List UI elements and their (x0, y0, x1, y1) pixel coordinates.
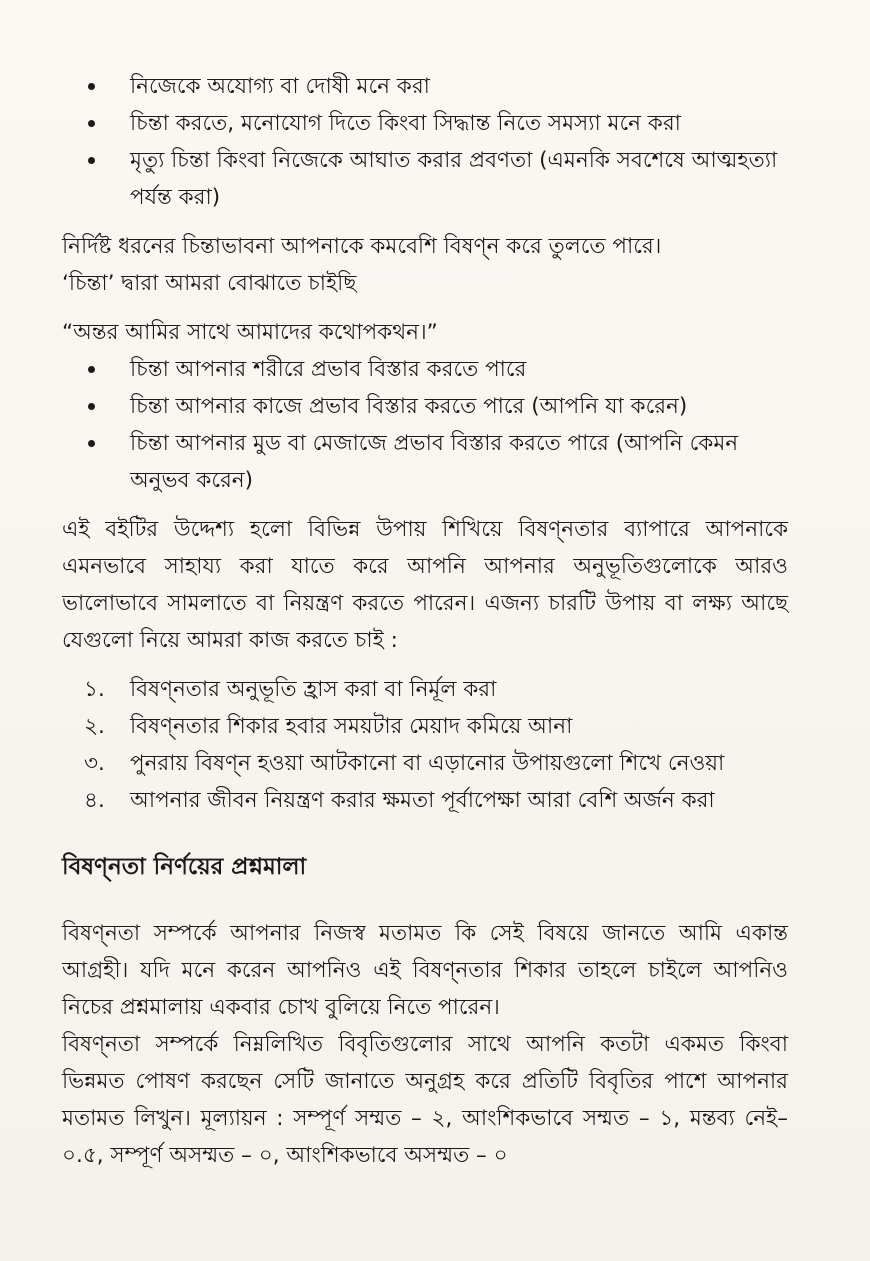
list-item: মৃত্যু চিন্তা কিংবা নিজেকে আঘাত করার প্রবণতা (এমনকি সবশেষে আত্মহত্যা পর্যন্ত করা) (62, 142, 788, 216)
list-item: চিন্তা আপনার মুড বা মেজাজে প্রভাব বিস্তার করতে পারে (আপনি কেমন অনুভব করেন) (62, 425, 788, 499)
list-item: চিন্তা করতে, মনোযোগ দিতে কিংবা সিদ্ধান্ত নিতে সমস্যা মনে করা (62, 105, 788, 142)
bullet-icon (88, 403, 95, 410)
thought-effects-list (62, 351, 788, 499)
paragraph: বিষণ্নতা সম্পর্কে আপনার নিজস্ব মতামত কি সেই বিষয়ে জানতে আমি একান্ত আগ্রহী। যদি মনে করেন আপনিও এই বিষণ্নতার শিকার তাহলে চাইলে আপনিও নিচের প্রশ্নমালায় একবার চোখ বুলিয়ে নিতে পারেন। (62, 921, 788, 1020)
paragraph: বিষণ্নতা সম্পর্কে নিম্নলিখিত বিবৃতিগুলোর সাথে আপনি কতটা একমত কিংবা ভিন্নমত পোষণ করছেন সেটি জানাতে অনুগ্রহ করে প্রতিটি বিবৃতির পাশে আপনার মতামত লিখুন। মূল্যায়ন : সম্পূর্ণ সম্মত – ২, আংশিকভাবে সম্মত – ১, মন্তব্য নেই– ০.৫, সম্পূর্ণ অসম্মত – ০, আংশিকভাবে অসম্মত – ০ (62, 1032, 788, 1168)
goals-list (62, 671, 788, 819)
paragraph: নির্দিষ্ট ধরনের চিন্তাভাবনা আপনাকে কমবেশি বিষণ্ন করে তুলতে পারে। (62, 234, 662, 259)
section-heading: বিষণ্নতা নির্ণয়ের প্রশ্নমালা (62, 854, 307, 880)
symptom-list (62, 68, 788, 216)
paragraph: এই বইটির উদ্দেশ্য হলো বিভিন্ন উপায় শিখিয়ে বিষণ্নতার ব্যাপারে আপনাকে এমনভাবে সাহায্য করা যাতে করে আপনি আপনার অনুভূতিগুলোকে আরও ভালোভাবে সামলাতে বা নিয়ন্ত্রণ করতে পারেন। এজন্য চারটি উপায় বা লক্ষ্য আছে যেগুলো নিয়ে আমরা কাজ করতে চাই : (62, 517, 788, 653)
list-item: ১. বিষণ্নতার অনুভূতি হ্রাস করা বা নির্মূল করা (84, 677, 497, 702)
list-item: ৪. আপনার জীবন নিয়ন্ত্রণ করার ক্ষমতা পূর্বাপেক্ষা আরা বেশি অর্জন করা (84, 788, 715, 813)
page-content (62, 68, 788, 1174)
bullet-icon (88, 440, 95, 447)
bullet-icon (88, 83, 95, 90)
bullet-icon (88, 366, 95, 373)
list-item: ৩. পুনরায় বিষণ্ন হওয়া আটকানো বা এড়ানোর উপায়গুলো শিখে নেওয়া (84, 751, 725, 776)
list-item: চিন্তা আপনার শরীরে প্রভাব বিস্তার করতে পারে (62, 351, 788, 388)
bullet-icon (88, 120, 95, 127)
list-item: ২. বিষণ্নতার শিকার হবার সময়টার মেয়াদ কমিয়ে আনা (84, 714, 573, 739)
paragraph: ‘চিন্তা’ দ্বারা আমরা বোঝাতে চাইছি (62, 271, 357, 296)
quote-paragraph: “অন্তর আমির সাথে আমাদের কথোপকথন।” (62, 320, 438, 345)
bullet-icon (88, 157, 95, 164)
list-item: নিজেকে অযোগ্য বা দোষী মনে করা (62, 68, 788, 105)
list-item: চিন্তা আপনার কাজে প্রভাব বিস্তার করতে পারে (আপনি যা করেন) (62, 388, 788, 425)
